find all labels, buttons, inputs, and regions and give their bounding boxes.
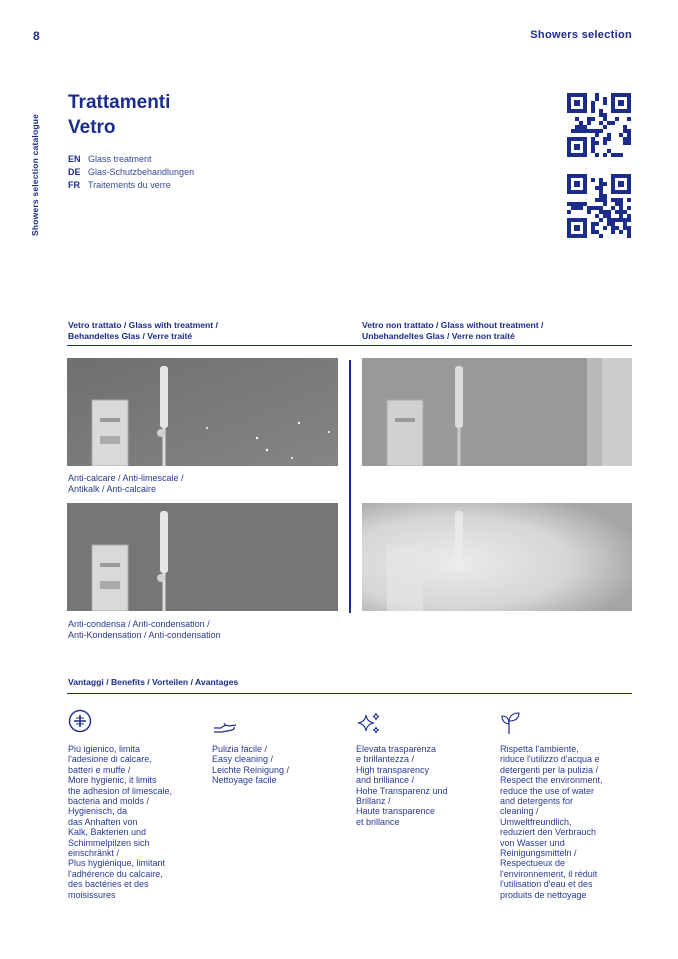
- treated-condensation-photo: [67, 503, 338, 611]
- benefit-transparency-text: Elevata trasparenza e brillantezza / High transparency and brilliance / Hohe Transparenz und Brillanz / Haute transparence et brillance: [356, 744, 448, 827]
- hygiene-icon: [68, 709, 94, 735]
- language-list: [68, 153, 194, 192]
- header-title: Showers selection: [530, 29, 632, 41]
- untreated-condensation-photo: [362, 503, 632, 611]
- benefit-easy-cleaning-text: Pulizia facile / Easy cleaning / Leichte Reinigung / Nettoyage facile: [212, 744, 290, 786]
- title-line-2: Vetro: [68, 117, 116, 138]
- sparkles-icon: [356, 711, 382, 737]
- section-divider: [67, 345, 632, 346]
- treated-glass-heading: Vetro trattato / Glass with treatment / Behandeltes Glas / Verre traité: [68, 320, 218, 341]
- benefits-heading: Vantaggi / Benefits / Vorteilen / Avantages: [68, 677, 239, 687]
- qr-code-icon[interactable]: [567, 174, 631, 238]
- treated-limescale-photo: [67, 358, 338, 466]
- title-line-1: Trattamenti: [68, 92, 171, 113]
- column-divider: [349, 360, 351, 613]
- qr-code-icon[interactable]: [567, 93, 631, 157]
- benefit-hygiene-text: Più igienico, limita l'adesione di calcare, batteri e muffe / More hygienic, it limits the adhesion of limescale, bacteria and molds / Hygienisch, da das Anhaften von Kalk, Bakterien und Schimmelpilzen sich einschränkt / Plus hygiénique, limitant l'adhérence du calcaire, des bactéries et des moisissures: [68, 744, 173, 900]
- leaf-icon: [500, 710, 526, 736]
- side-catalogue-label: Showers selection catalogue: [30, 113, 40, 236]
- hand-cleaning-icon: [212, 714, 238, 740]
- language-row-fr: FR Traitements du verre: [68, 180, 171, 190]
- page-title: [68, 90, 268, 140]
- language-row-de: DE Glas-Schutzbehandlungen: [68, 167, 195, 177]
- limescale-caption: Anti-calcare / Anti-limescale / Antikalk / Anti-calcaire: [68, 473, 184, 494]
- language-row-en: EN Glass treatment: [68, 154, 152, 164]
- benefit-environment-text: Rispetta l'ambiente, riduce l'utilizzo d'acqua e detergenti per la pulizia / Respect the environment, reduce the use of water and detergents for cleaning / Umweltfreundlich, reduziert den Verbrauch von Wasser und Reinigungsmitteln / Respectueux de l'environnement, il réduit l'utilisation d'eau et des produits de nettoyage: [500, 744, 603, 900]
- untreated-glass-heading: Vetro non trattato / Glass without treatment / Unbehandeltes Glas / Verre non traité: [362, 320, 544, 341]
- untreated-limescale-photo: [362, 358, 632, 466]
- benefits-divider: [67, 693, 632, 694]
- condensation-caption: Anti-condensa / Anti-condensation / Anti-Kondensation / Anti-condensation: [68, 619, 221, 640]
- page-number: 8: [33, 29, 40, 43]
